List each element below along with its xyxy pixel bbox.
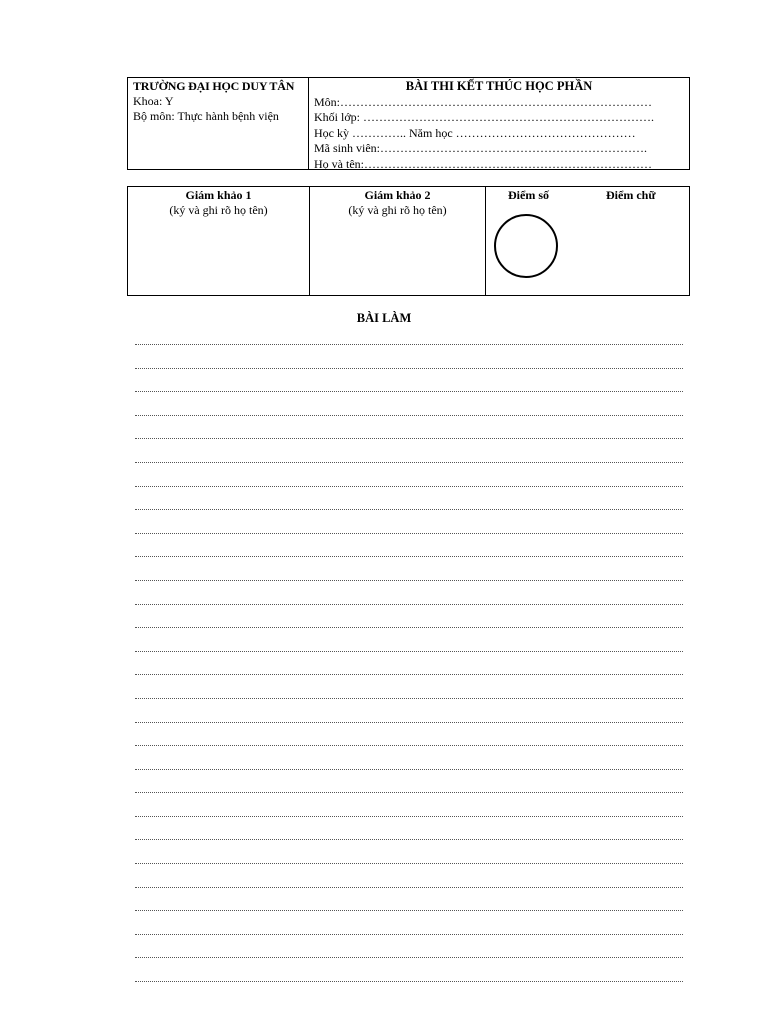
department: Bộ môn: Thực hành bệnh viện (133, 109, 279, 123)
answer-line[interactable] (135, 486, 683, 487)
subject-field[interactable]: Môn:…………………………………………………………………… (314, 94, 653, 109)
student-id-field[interactable]: Mã sinh viên:…………………………………………………………. (314, 141, 647, 155)
answer-line[interactable] (135, 698, 683, 699)
exam-title: BÀI THI KẾT THÚC HỌC PHẦN (405, 79, 593, 93)
answer-line[interactable] (135, 792, 683, 793)
answer-line[interactable] (135, 509, 683, 510)
grader-2-cell[interactable] (310, 187, 486, 295)
answer-line[interactable] (135, 604, 683, 605)
answer-line[interactable] (135, 391, 683, 392)
answer-line[interactable] (135, 745, 683, 746)
answer-line[interactable] (135, 887, 683, 888)
grader-1-note: (ký và ghi rõ họ tên) (169, 203, 268, 217)
answer-line[interactable] (135, 415, 683, 416)
school-name: TRƯỜNG ĐẠI HỌC DUY TÂN (133, 79, 295, 93)
answer-line[interactable] (135, 816, 683, 817)
exam-header (127, 77, 690, 170)
grader-1-cell[interactable] (128, 187, 310, 295)
answer-line[interactable] (135, 934, 683, 935)
faculty: Khoa: Y (133, 94, 174, 108)
answer-line[interactable] (135, 344, 683, 345)
grader-2-title: Giám khảo 2 (364, 188, 431, 202)
answer-line[interactable] (135, 957, 683, 958)
answer-line[interactable] (135, 533, 683, 534)
answer-line[interactable] (135, 651, 683, 652)
grader-1-title: Giám khảo 1 (185, 188, 252, 202)
exam-info (309, 78, 689, 169)
grader-2-note: (ký và ghi rõ họ tên) (348, 203, 447, 217)
full-name-field[interactable]: Họ và tên:……………………………………………………………… (314, 156, 652, 171)
answer-line[interactable] (135, 769, 683, 770)
answer-title: BÀI LÀM (356, 311, 412, 325)
answer-line[interactable] (135, 580, 683, 581)
grading-box (127, 186, 690, 296)
answer-line[interactable] (135, 910, 683, 911)
answer-line[interactable] (135, 438, 683, 439)
score-number-label: Điểm số (508, 188, 549, 202)
score-cell[interactable] (486, 187, 689, 295)
school-info (128, 78, 309, 169)
answer-line[interactable] (135, 627, 683, 628)
answer-line[interactable] (135, 556, 683, 557)
semester-field[interactable]: Học kỳ ………….. Năm học ……………………………………… (314, 125, 636, 140)
answer-line[interactable] (135, 674, 683, 675)
answer-line[interactable] (135, 722, 683, 723)
score-words-label: Điểm chữ (606, 188, 656, 202)
score-circle[interactable] (494, 214, 558, 278)
class-field[interactable]: Khối lớp: ………………………………………………………………. (314, 110, 655, 124)
answer-line[interactable] (135, 863, 683, 864)
answer-area[interactable] (135, 344, 683, 1005)
answer-line[interactable] (135, 368, 683, 369)
answer-line[interactable] (135, 462, 683, 463)
answer-line[interactable] (135, 839, 683, 840)
answer-line[interactable] (135, 981, 683, 982)
